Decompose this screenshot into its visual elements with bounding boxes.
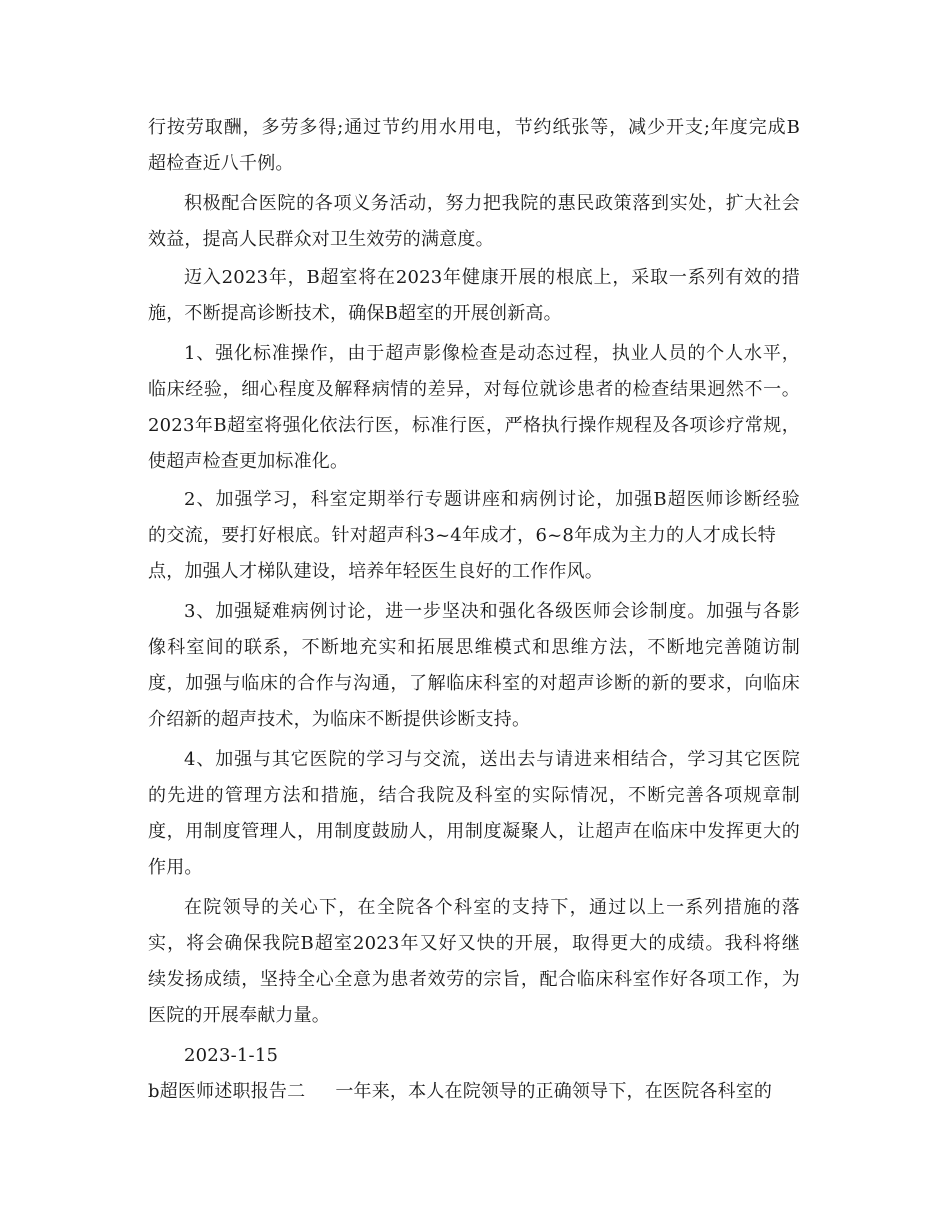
paragraph-line: 像科室间的联系，不断地充实和拓展思维模式和思维方法，不断地完善随访制 — [148, 637, 800, 658]
paragraph-line: 行按劳取酬，多劳多得;通过节约用水用电，节约纸张等，减少开支;年度完成B — [148, 117, 800, 138]
paragraph-line: 点，加强人才梯队建设，培养年轻医生良好的工作作风。 — [148, 561, 603, 582]
paragraph-line: 的先进的管理方法和措施，结合我院及科室的实际情况，不断完善各项规章制 — [148, 785, 800, 806]
paragraph-line: 作用。 — [148, 857, 203, 878]
paragraph-line: 效益，提高人民群众对卫生效劳的满意度。 — [148, 229, 494, 250]
paragraph-line: 实，将会确保我院B超室2023年又好又快的开展，取得更大的成绩。我科将继 — [148, 933, 800, 954]
paragraph-line: 医院的开展奉献力量。 — [148, 1005, 330, 1026]
paragraph-line: 在院领导的关心下，在全院各个科室的支持下，通过以上一系列措施的落 — [184, 897, 800, 918]
paragraph-line: 临床经验，细心程度及解释病情的差异，对每位就诊患者的检查结果迥然不一。 — [148, 379, 800, 400]
paragraph-line: 1、强化标准操作，由于超声影像检查是动态过程，执业人员的个人水平， — [184, 343, 800, 364]
paragraph-line: 2023年B超室将强化依法行医，标准行医，严格执行操作规程及各项诊疗常规， — [148, 415, 800, 436]
paragraph-line: 2、加强学习，科室定期举行专题讲座和病例讨论，加强B超医师诊断经验 — [184, 489, 800, 510]
paragraph-line: 积极配合医院的各项义务活动，努力把我院的惠民政策落到实处，扩大社会 — [184, 193, 800, 214]
paragraph-line: 3、加强疑难病例讨论，进一步坚决和强化各级医师会诊制度。加强与各影 — [184, 601, 800, 622]
paragraph-line: 使超声检查更加标准化。 — [148, 451, 349, 472]
paragraph-line: 超检查近八千例。 — [148, 153, 294, 174]
paragraph-line: 度，用制度管理人，用制度鼓励人，用制度凝聚人，让超声在临床中发挥更大的 — [148, 821, 800, 842]
paragraph-line: 迈入2023年，B超室将在2023年健康开展的根底上，采取一系列有效的措 — [184, 267, 800, 288]
paragraph-line: 施，不断提高诊断技术，确保B超室的开展创新高。 — [148, 303, 562, 324]
paragraph-line: 续发扬成绩，坚持全心全意为患者效劳的宗旨，配合临床科室作好各项工作，为 — [148, 969, 800, 990]
paragraph-line: 的交流，要打好根底。针对超声科3~4年成才，6~8年成为主力的人才成长特 — [148, 525, 776, 546]
paragraph-line: 4、加强与其它医院的学习与交流，送出去与请进来相结合，学习其它医院 — [184, 749, 800, 770]
section-heading: b超医师述职报告二 — [148, 1081, 306, 1102]
paragraph-line: 度，加强与临床的合作与沟通，了解临床科室的对超声诊断的新的要求，向临床 — [148, 673, 800, 694]
section-heading-line — [148, 1082, 772, 1102]
section-first-line: 一年来，本人在院领导的正确领导下，在医院各科室的 — [335, 1081, 773, 1102]
report-date: 2023-1-15 — [184, 1045, 279, 1066]
paragraph-line: 介绍新的超声技术，为临床不断提供诊断支持。 — [148, 709, 531, 730]
